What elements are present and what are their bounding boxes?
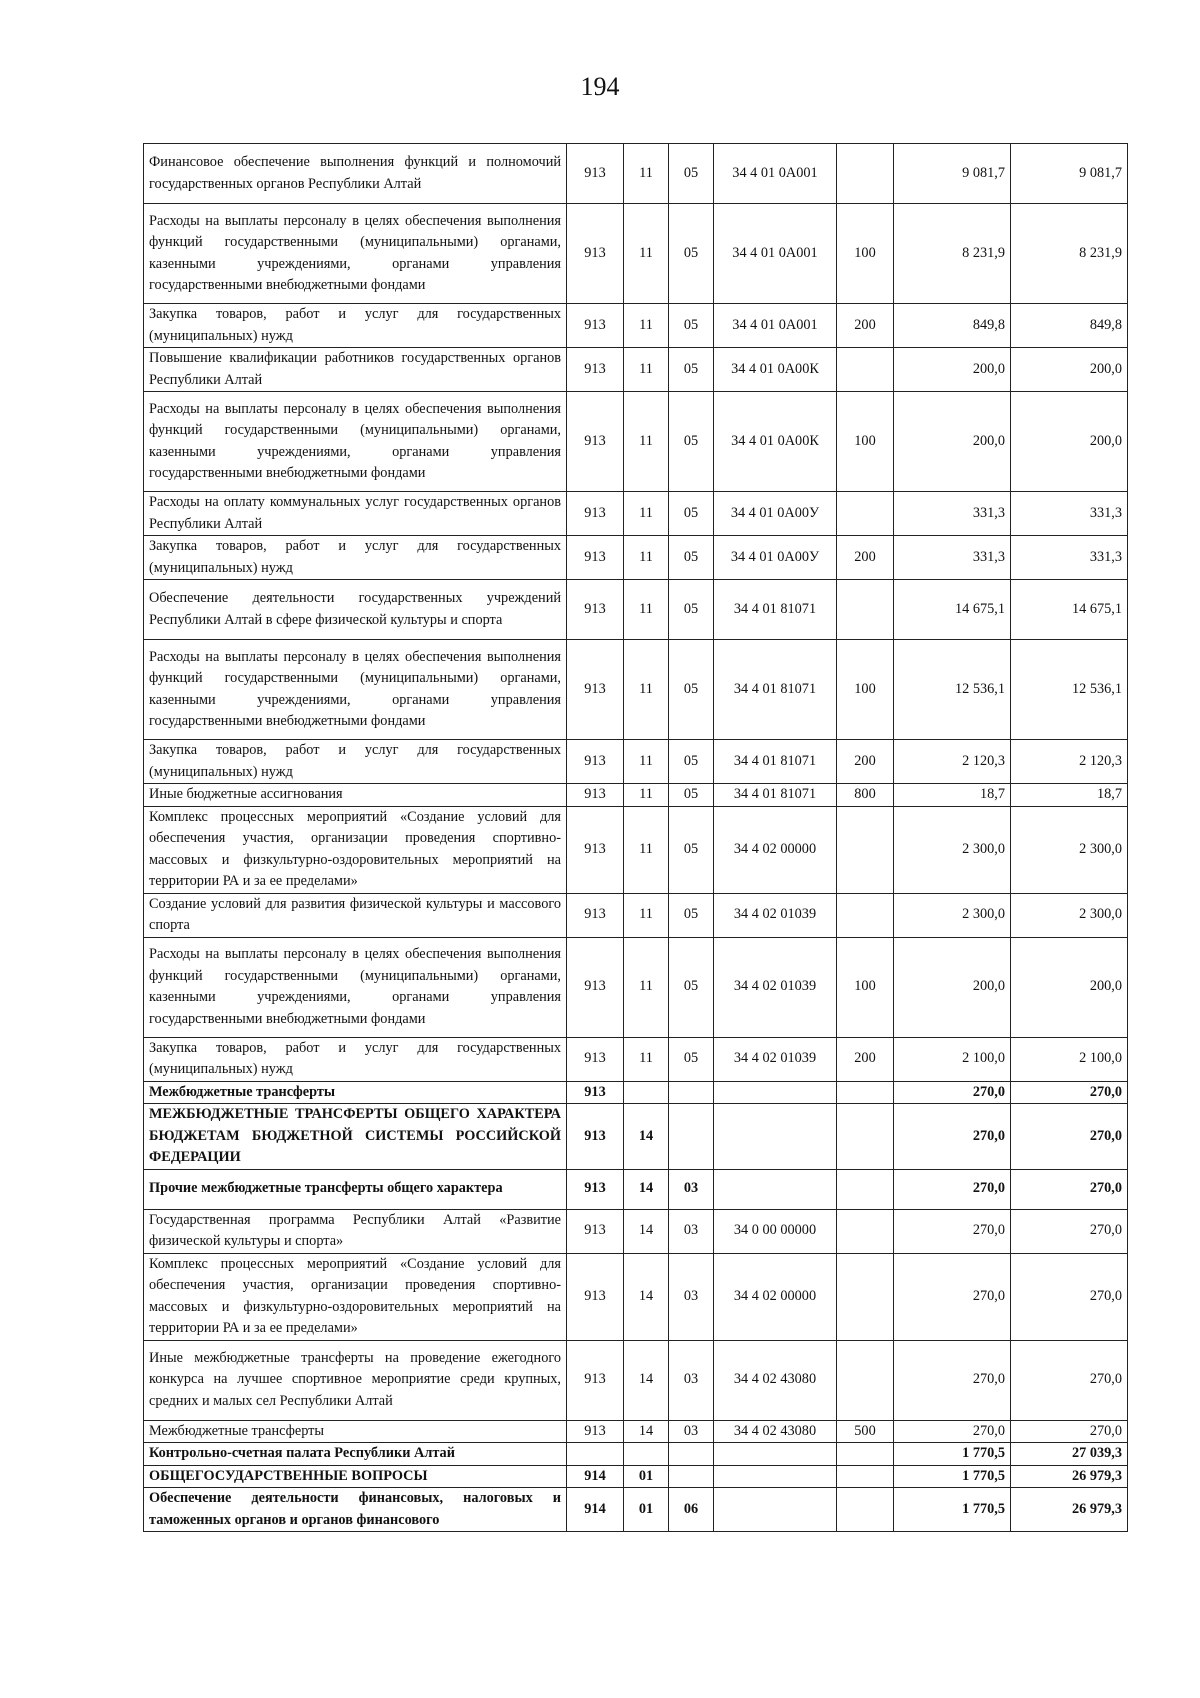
row-expense-type [837,1340,894,1420]
row-amount-year-1: 270,0 [894,1420,1011,1443]
row-grbs-code: 914 [567,1465,624,1488]
row-name: МЕЖБЮДЖЕТНЫЕ ТРАНСФЕРТЫ ОБЩЕГО ХАРАКТЕРА БЮДЖЕТАМ БЮДЖЕТНОЙ СИСТЕМЫ РОССИЙСКОЙ ФЕДЕРАЦИИ [144,1104,567,1170]
row-expense-type [837,1443,894,1466]
row-amount-year-1: 270,0 [894,1253,1011,1340]
table-row [144,580,1128,640]
row-name: Иные межбюджетные трансферты на проведение ежегодного конкурса на лучшее спортивное мероприятие среди крупных, средних и малых сел Республики Алтай [144,1340,567,1420]
row-amount-year-2: 27 039,3 [1011,1443,1128,1466]
row-target-article: 34 4 01 81071 [714,784,837,807]
table-row [144,204,1128,304]
row-amount-year-2: 14 675,1 [1011,580,1128,640]
row-grbs-code [567,1443,624,1466]
row-section-code: 11 [624,1037,669,1081]
row-grbs-code: 913 [567,492,624,536]
row-expense-type: 200 [837,740,894,784]
table-row [144,144,1128,204]
row-grbs-code: 913 [567,304,624,348]
table-row [144,304,1128,348]
row-section-code: 14 [624,1169,669,1209]
row-expense-type [837,580,894,640]
row-name: Контрольно-счетная палата Республики Алтай [144,1443,567,1466]
row-amount-year-1: 9 081,7 [894,144,1011,204]
row-section-code: 11 [624,536,669,580]
row-expense-type [837,492,894,536]
row-amount-year-1: 200,0 [894,392,1011,492]
row-grbs-code: 913 [567,580,624,640]
row-name: Межбюджетные трансферты [144,1081,567,1104]
row-subsection-code: 03 [669,1209,714,1253]
row-expense-type [837,1169,894,1209]
row-target-article: 34 4 02 01039 [714,893,837,937]
row-name: Финансовое обеспечение выполнения функций и полномочий государственных органов Республики Алтай [144,144,567,204]
row-expense-type: 100 [837,937,894,1037]
row-target-article: 34 4 01 0А001 [714,204,837,304]
row-expense-type [837,1253,894,1340]
row-target-article [714,1488,837,1532]
row-amount-year-2: 9 081,7 [1011,144,1128,204]
table-row [144,784,1128,807]
table-row [144,937,1128,1037]
row-subsection-code [669,1081,714,1104]
row-subsection-code: 05 [669,204,714,304]
row-target-article: 34 4 01 0А00К [714,348,837,392]
table-row [144,1253,1128,1340]
page-number: 194 [580,72,620,101]
row-target-article: 34 0 00 00000 [714,1209,837,1253]
row-section-code [624,1081,669,1104]
row-amount-year-2: 270,0 [1011,1253,1128,1340]
row-section-code: 11 [624,348,669,392]
row-grbs-code: 913 [567,893,624,937]
table-row [144,640,1128,740]
table-row [144,1169,1128,1209]
row-expense-type: 200 [837,536,894,580]
row-subsection-code: 05 [669,580,714,640]
row-name: Закупка товаров, работ и услуг для государственных (муниципальных) нужд [144,740,567,784]
row-name: Расходы на выплаты персоналу в целях обеспечения выполнения функций государственными (муниципальными) органами, казенными учреждениями, органами управления государственными внебюджетными фондами [144,204,567,304]
row-section-code: 11 [624,392,669,492]
row-amount-year-2: 270,0 [1011,1081,1128,1104]
row-section-code: 11 [624,784,669,807]
row-amount-year-2: 2 300,0 [1011,893,1128,937]
row-subsection-code: 05 [669,893,714,937]
row-expense-type: 500 [837,1420,894,1443]
row-subsection-code: 05 [669,144,714,204]
row-amount-year-2: 200,0 [1011,937,1128,1037]
table-row [144,893,1128,937]
row-section-code [624,1443,669,1466]
row-amount-year-2: 26 979,3 [1011,1488,1128,1532]
row-subsection-code: 03 [669,1169,714,1209]
row-expense-type [837,348,894,392]
row-name: Прочие межбюджетные трансферты общего характера [144,1169,567,1209]
row-target-article [714,1104,837,1170]
table-row [144,1420,1128,1443]
row-grbs-code: 913 [567,1253,624,1340]
row-subsection-code: 06 [669,1488,714,1532]
row-grbs-code: 913 [567,392,624,492]
row-amount-year-1: 1 770,5 [894,1488,1011,1532]
row-amount-year-1: 2 300,0 [894,806,1011,893]
row-section-code: 01 [624,1465,669,1488]
row-amount-year-2: 200,0 [1011,348,1128,392]
row-subsection-code [669,1104,714,1170]
row-section-code: 11 [624,304,669,348]
row-subsection-code: 05 [669,806,714,893]
row-amount-year-2: 8 231,9 [1011,204,1128,304]
row-name: Государственная программа Республики Алтай «Развитие физической культуры и спорта» [144,1209,567,1253]
row-amount-year-1: 849,8 [894,304,1011,348]
row-name: Расходы на выплаты персоналу в целях обеспечения выполнения функций государственными (муниципальными) органами, казенными учреждениями, органами управления государственными внебюджетными фондами [144,392,567,492]
row-amount-year-2: 26 979,3 [1011,1465,1128,1488]
row-name: Закупка товаров, работ и услуг для государственных (муниципальных) нужд [144,536,567,580]
row-amount-year-1: 18,7 [894,784,1011,807]
row-target-article: 34 4 02 43080 [714,1340,837,1420]
row-target-article: 34 4 01 81071 [714,740,837,784]
row-amount-year-1: 331,3 [894,492,1011,536]
row-subsection-code: 03 [669,1420,714,1443]
row-name: Закупка товаров, работ и услуг для государственных (муниципальных) нужд [144,304,567,348]
row-expense-type: 100 [837,640,894,740]
row-name: Повышение квалификации работников государственных органов Республики Алтай [144,348,567,392]
row-subsection-code: 05 [669,640,714,740]
row-expense-type [837,893,894,937]
row-amount-year-1: 2 100,0 [894,1037,1011,1081]
row-subsection-code: 05 [669,937,714,1037]
row-name: Обеспечение деятельности финансовых, налоговых и таможенных органов и органов финансового [144,1488,567,1532]
row-section-code: 11 [624,740,669,784]
budget-table [143,143,1128,1532]
row-amount-year-2: 270,0 [1011,1169,1128,1209]
row-expense-type: 200 [837,1037,894,1081]
row-subsection-code: 05 [669,348,714,392]
row-expense-type [837,144,894,204]
row-expense-type [837,806,894,893]
row-target-article: 34 4 01 81071 [714,580,837,640]
row-amount-year-1: 8 231,9 [894,204,1011,304]
table-row [144,348,1128,392]
row-name: Обеспечение деятельности государственных учреждений Республики Алтай в сфере физической культуры и спорта [144,580,567,640]
row-grbs-code: 913 [567,1081,624,1104]
row-subsection-code [669,1465,714,1488]
row-target-article: 34 4 01 81071 [714,640,837,740]
row-name: Расходы на выплаты персоналу в целях обеспечения выполнения функций государственными (муниципальными) органами, казенными учреждениями, органами управления государственными внебюджетными фондами [144,640,567,740]
row-grbs-code: 913 [567,536,624,580]
row-amount-year-2: 270,0 [1011,1340,1128,1420]
table-row [144,1037,1128,1081]
row-name: Комплекс процессных мероприятий «Создание условий для обеспечения участия, организации проведения спортивно-массовых и физкультурно-оздоровительных мероприятий на территории РА и за ее пределами» [144,1253,567,1340]
budget-table-body [144,144,1128,1532]
row-subsection-code: 05 [669,1037,714,1081]
row-grbs-code: 913 [567,1340,624,1420]
row-amount-year-1: 12 536,1 [894,640,1011,740]
row-expense-type: 100 [837,204,894,304]
row-amount-year-2: 270,0 [1011,1104,1128,1170]
row-target-article: 34 4 01 0А001 [714,304,837,348]
row-amount-year-1: 14 675,1 [894,580,1011,640]
row-target-article: 34 4 02 43080 [714,1420,837,1443]
row-amount-year-2: 270,0 [1011,1420,1128,1443]
row-section-code: 14 [624,1420,669,1443]
row-amount-year-1: 2 300,0 [894,893,1011,937]
table-row [144,1209,1128,1253]
row-grbs-code: 913 [567,1209,624,1253]
row-target-article: 34 4 02 01039 [714,937,837,1037]
row-expense-type [837,1488,894,1532]
row-grbs-code: 913 [567,937,624,1037]
row-amount-year-1: 270,0 [894,1104,1011,1170]
row-expense-type [837,1104,894,1170]
row-name: Создание условий для развития физической культуры и массового спорта [144,893,567,937]
row-target-article: 34 4 01 0А00К [714,392,837,492]
row-section-code: 11 [624,580,669,640]
row-target-article: 34 4 01 0А00У [714,536,837,580]
row-amount-year-1: 270,0 [894,1081,1011,1104]
row-subsection-code: 03 [669,1253,714,1340]
row-expense-type [837,1081,894,1104]
row-amount-year-2: 270,0 [1011,1209,1128,1253]
row-section-code: 01 [624,1488,669,1532]
row-amount-year-2: 2 300,0 [1011,806,1128,893]
table-row [144,392,1128,492]
row-subsection-code: 05 [669,536,714,580]
row-name: Расходы на оплату коммунальных услуг государственных органов Республики Алтай [144,492,567,536]
row-grbs-code: 913 [567,1104,624,1170]
table-row [144,1081,1128,1104]
row-target-article: 34 4 01 0А00У [714,492,837,536]
row-amount-year-1: 270,0 [894,1169,1011,1209]
row-amount-year-1: 2 120,3 [894,740,1011,784]
table-row [144,1104,1128,1170]
row-amount-year-2: 2 120,3 [1011,740,1128,784]
row-grbs-code: 913 [567,1037,624,1081]
row-amount-year-2: 12 536,1 [1011,640,1128,740]
row-section-code: 11 [624,937,669,1037]
row-grbs-code: 913 [567,740,624,784]
row-amount-year-2: 331,3 [1011,536,1128,580]
row-amount-year-1: 270,0 [894,1209,1011,1253]
row-name: ОБЩЕГОСУДАРСТВЕННЫЕ ВОПРОСЫ [144,1465,567,1488]
row-amount-year-1: 200,0 [894,348,1011,392]
row-amount-year-1: 331,3 [894,536,1011,580]
row-expense-type: 800 [837,784,894,807]
row-section-code: 11 [624,492,669,536]
table-row [144,492,1128,536]
row-target-article [714,1465,837,1488]
row-section-code: 14 [624,1104,669,1170]
row-subsection-code: 05 [669,784,714,807]
row-subsection-code: 05 [669,392,714,492]
row-amount-year-2: 2 100,0 [1011,1037,1128,1081]
table-row [144,740,1128,784]
row-subsection-code: 05 [669,740,714,784]
row-section-code: 14 [624,1253,669,1340]
row-subsection-code: 03 [669,1340,714,1420]
row-expense-type [837,1465,894,1488]
row-name: Межбюджетные трансферты [144,1420,567,1443]
row-target-article [714,1443,837,1466]
row-section-code: 11 [624,204,669,304]
row-section-code: 14 [624,1209,669,1253]
row-target-article: 34 4 02 00000 [714,806,837,893]
row-section-code: 11 [624,806,669,893]
row-name: Закупка товаров, работ и услуг для государственных (муниципальных) нужд [144,1037,567,1081]
row-section-code: 11 [624,893,669,937]
row-section-code: 11 [624,640,669,740]
table-row [144,1443,1128,1466]
row-target-article [714,1081,837,1104]
row-amount-year-2: 331,3 [1011,492,1128,536]
row-grbs-code: 913 [567,784,624,807]
row-amount-year-2: 849,8 [1011,304,1128,348]
row-amount-year-1: 1 770,5 [894,1443,1011,1466]
row-expense-type: 200 [837,304,894,348]
row-amount-year-1: 270,0 [894,1340,1011,1420]
row-grbs-code: 914 [567,1488,624,1532]
row-grbs-code: 913 [567,640,624,740]
row-grbs-code: 913 [567,204,624,304]
row-section-code: 11 [624,144,669,204]
row-grbs-code: 913 [567,806,624,893]
row-target-article [714,1169,837,1209]
row-name: Расходы на выплаты персоналу в целях обеспечения выполнения функций государственными (муниципальными) органами, казенными учреждениями, органами управления государственными внебюджетными фондами [144,937,567,1037]
row-section-code: 14 [624,1340,669,1420]
row-grbs-code: 913 [567,1169,624,1209]
row-grbs-code: 913 [567,1420,624,1443]
row-expense-type: 100 [837,392,894,492]
table-row [144,1488,1128,1532]
row-amount-year-1: 200,0 [894,937,1011,1037]
row-name: Иные бюджетные ассигнования [144,784,567,807]
row-subsection-code: 05 [669,492,714,536]
row-amount-year-1: 1 770,5 [894,1465,1011,1488]
row-expense-type [837,1209,894,1253]
row-subsection-code [669,1443,714,1466]
row-target-article: 34 4 01 0А001 [714,144,837,204]
table-row [144,536,1128,580]
table-row [144,1465,1128,1488]
row-subsection-code: 05 [669,304,714,348]
row-name: Комплекс процессных мероприятий «Создание условий для обеспечения участия, организации проведения спортивно-массовых и физкультурно-оздоровительных мероприятий на территории РА и за ее пределами» [144,806,567,893]
row-grbs-code: 913 [567,144,624,204]
row-amount-year-2: 18,7 [1011,784,1128,807]
row-amount-year-2: 200,0 [1011,392,1128,492]
row-grbs-code: 913 [567,348,624,392]
table-row [144,1340,1128,1420]
row-target-article: 34 4 02 00000 [714,1253,837,1340]
table-row [144,806,1128,893]
row-target-article: 34 4 02 01039 [714,1037,837,1081]
